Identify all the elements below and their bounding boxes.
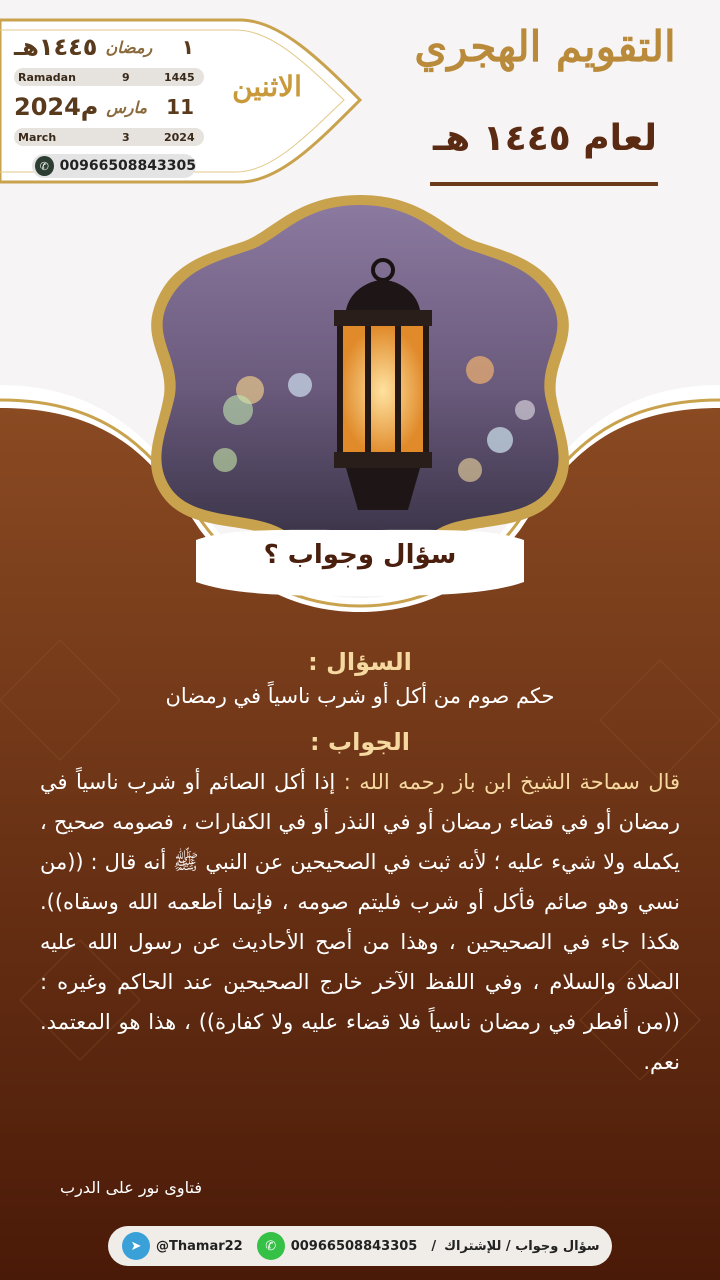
footer-phone[interactable]: 00966508843305 xyxy=(290,1238,418,1254)
hijri-month: رمضان xyxy=(105,37,153,57)
year-title: لعام ١٤٤٥ هـ xyxy=(433,118,657,159)
whatsapp-icon: ✆ xyxy=(35,156,54,176)
hijri-en-day: 9 xyxy=(122,70,130,84)
answer-text xyxy=(40,762,680,1082)
photo-caption: سؤال وجواب ؟ xyxy=(263,540,457,570)
footer-separator: / xyxy=(431,1238,437,1254)
greg-month: مارس xyxy=(106,97,148,117)
header-phone: 00966508843305 xyxy=(59,158,196,174)
title-underline xyxy=(430,182,658,186)
telegram-icon[interactable]: ➤ xyxy=(122,1232,150,1260)
greg-en-month: March xyxy=(18,130,57,144)
subscribe-text: سؤال وجواب / للإشتراك xyxy=(444,1238,600,1254)
hijri-date-row xyxy=(14,32,204,62)
greg-day: 11 xyxy=(166,95,194,119)
footer-bar xyxy=(108,1226,612,1266)
telegram-handle[interactable]: @Thamar22 xyxy=(156,1238,243,1254)
greg-en-pill xyxy=(14,128,204,146)
answer-label: الجواب : xyxy=(310,728,410,756)
hijri-en-year: 1445 xyxy=(164,70,195,84)
greg-en-day: 3 xyxy=(122,130,130,144)
hijri-en-pill xyxy=(14,68,204,86)
page-title: التقويم الهجري xyxy=(414,22,676,71)
question-label: السؤال : xyxy=(308,648,412,676)
source-text: فتاوى نور على الدرب xyxy=(60,1178,202,1197)
hijri-day: ١ xyxy=(181,35,194,59)
question-text: حكم صوم من أكل أو شرب ناسياً في رمضان xyxy=(165,684,555,708)
header-phone-pill[interactable] xyxy=(32,154,196,178)
hijri-en-month: Ramadan xyxy=(18,70,76,84)
greg-year: 2024م xyxy=(14,93,99,121)
greg-en-year: 2024 xyxy=(164,130,195,144)
answer-lead: قال سماحة الشيخ ابن باز رحمه الله : xyxy=(335,770,681,794)
hijri-year: ١٤٤٥هـ xyxy=(14,33,98,61)
answer-body: إذا أكل الصائم أو شرب ناسياً في رمضان أو في قضاء رمضان أو في النذر أو في الكفارات ، فصومه صحيح ، يكمله ولا شيء عليه ؛ لأنه ثبت في الصحيحين عن النبي ﷺ أنه قال : ((من نسي وهو صائم فأكل أو شرب فليتم صومه ، فإنما أطعمه الله وسقاه)). هكذا جاء في الصحيحين ، وهذا من أصح الأحاديث عن رسول الله عليه الصلاة والسلام ، وفي اللفظ الآخر خارج الصحيحين عند الحاكم وغيره : ((من أفطر في رمضان ناسياً فلا قضاء عليه ولا كفارة)) ، هذا هو المعتمد. نعم. xyxy=(40,770,680,1074)
whatsapp-icon[interactable]: ✆ xyxy=(257,1232,285,1260)
day-name: الاثنين xyxy=(232,70,302,103)
qa-content xyxy=(40,648,680,1082)
greg-date-row xyxy=(14,92,204,122)
